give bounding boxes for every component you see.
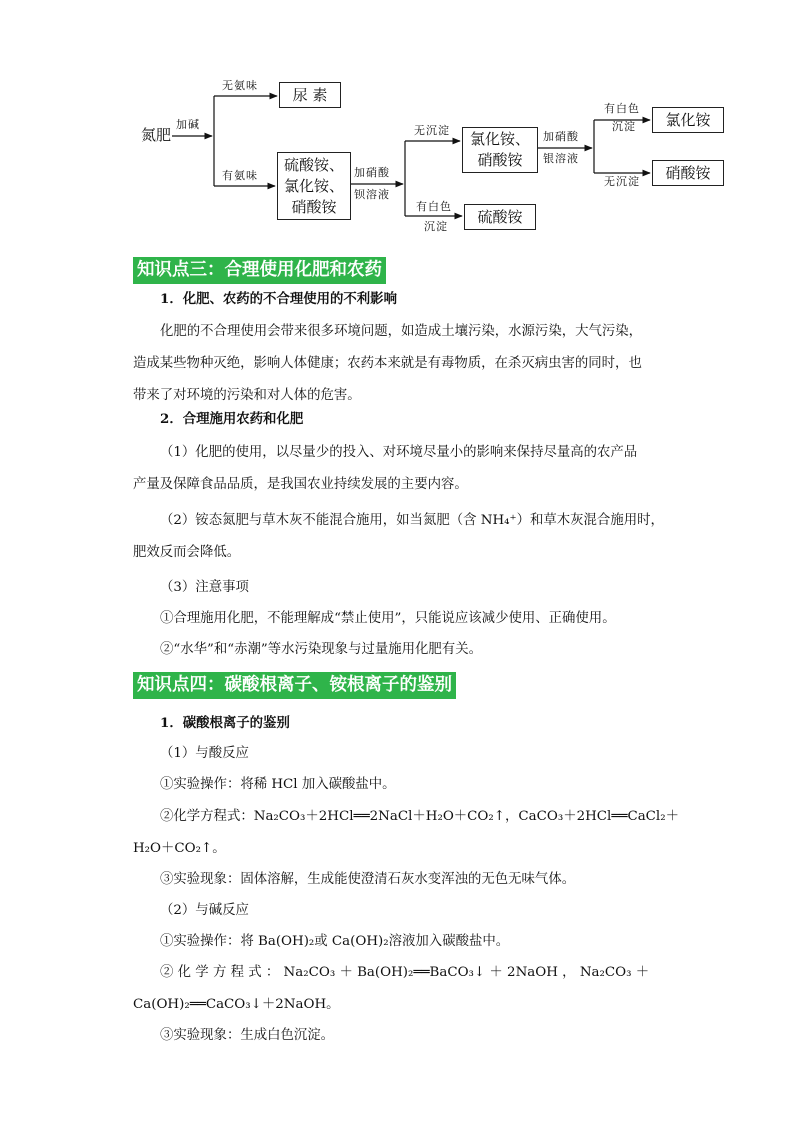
section-4-base-equation (133, 957, 663, 1021)
salts-line-1: 硫酸铵、 (283, 155, 344, 174)
section-3-notes-title: （3）注意事项 (160, 580, 249, 595)
section-3-subheading-1: 1．化肥、农药的不合理使用的不利影响 (160, 291, 397, 307)
root-nitrogen-fertilizer: 氮肥 (141, 126, 172, 144)
section-4-acid-phenomenon: ③实验现象：固体溶解，生成能使澄清石灰水变浑浊的无色无味气体。 (160, 872, 576, 887)
s3-p3-line-1: （2）铵态氮肥与草木灰不能混合施用，如当氮肥（含 NH₄⁺）和草木灰混合施用时， (160, 513, 664, 528)
white-precipitate-label-1b: 沉淀 (424, 220, 448, 233)
s4-eq2-line-1: ② 化 学 方 程 式 ： Na₂CO₃ ＋ Ba(OH)₂══BaCO₃↓ ＋ 2NaOH ， Na₂CO₃ ＋ (160, 965, 650, 980)
ammonium-sulfate-box: 硫酸铵 (464, 204, 536, 230)
section-4-base-phenomenon: ③实验现象：生成白色沉淀。 (160, 1028, 335, 1043)
s3-p1-line-1: 化肥的不合理使用会带来很多环境问题，如造成土壤污染，水源污染，大气污染， (160, 324, 643, 339)
section-3-heading: 知识点三：合理使用化肥和农药 (133, 257, 386, 284)
no-precipitate-label-2: 无沉淀 (604, 175, 640, 188)
add-barium-nitrate-label-2: 钡溶液 (354, 188, 390, 201)
section-4-base-reaction: （2）与碱反应 (160, 903, 249, 918)
nitrogen-fertilizer-flowchart (0, 0, 794, 245)
chloride-nitrate-box (462, 127, 538, 173)
section-4-acid-equation (133, 801, 679, 865)
s3-p1-line-3: 带来了对环境的污染和对人体的危害。 (133, 388, 361, 403)
white-precipitate-label-2a: 有白色 (604, 102, 640, 115)
add-barium-nitrate-label-1: 加硝酸 (354, 166, 390, 179)
section-4-base-operation: ①实验操作：将 Ba(OH)₂或 Ca(OH)₂溶液加入碳酸盐中。 (160, 934, 510, 949)
s4-eq2-line-2: Ca(OH)₂══CaCO₃↓＋2NaOH。 (133, 997, 340, 1012)
section-4-acid-operation: ①实验操作：将稀 HCl 加入碳酸盐中。 (160, 777, 396, 792)
s4-eq1-line-1: ②化学方程式：Na₂CO₃＋2HCl══2NaCl＋H₂O＋CO₂↑，CaCO₃＋2HCl══CaCl₂＋ (160, 809, 679, 824)
s3-p2-line-2: 产量及保障食品品质，是我国农业持续发展的主要内容。 (133, 477, 468, 492)
section-4-subheading-1: 1．碳酸根离子的鉴别 (160, 715, 290, 731)
salts-line-2: 氯化铵、 (283, 176, 344, 195)
add-base-label: 加碱 (176, 118, 200, 131)
add-silver-nitrate-label-2: 银溶液 (543, 152, 579, 165)
section-3-paragraph-3 (133, 505, 663, 569)
no-precipitate-label-1: 无沉淀 (414, 124, 450, 137)
section-3-paragraph-2 (133, 437, 663, 501)
mid-line-1: 氯化铵、 (469, 130, 530, 148)
no-ammonia-label: 无氨味 (222, 79, 258, 92)
s3-p3-line-2: 肥效反而会降低。 (133, 545, 241, 560)
section-3-subheading-2: 2．合理施用农药和化肥 (160, 411, 304, 427)
white-precipitate-label-1a: 有白色 (416, 200, 452, 213)
section-3-paragraph-1 (133, 316, 663, 412)
mid-line-2: 硝酸铵 (477, 151, 523, 169)
s4-eq1-line-2: H₂O＋CO₂↑。 (133, 841, 226, 856)
ammonium-chloride-box: 氯化铵 (652, 107, 724, 133)
urea-box: 尿 素 (279, 82, 341, 108)
section-4-acid-reaction: （1）与酸反应 (160, 746, 249, 761)
white-precipitate-label-2b: 沉淀 (612, 120, 636, 133)
section-3-note-2: ②“水华”和“赤潮”等水污染现象与过量施用化肥有关。 (160, 642, 482, 657)
salts-line-3: 硝酸铵 (291, 197, 337, 216)
section-3-note-1: ①合理施用化肥，不能理解成“禁止使用”，只能说应该减少使用、正确使用。 (160, 611, 616, 626)
add-silver-nitrate-label-1: 加硝酸 (543, 130, 579, 143)
has-ammonia-label: 有氨味 (222, 169, 258, 182)
s3-p2-line-1: （1）化肥的使用，以尽量少的投入、对环境尽量小的影响来保持尽量高的农产品 (160, 445, 638, 460)
salts-box (277, 152, 351, 220)
s3-p1-line-2: 造成某些物种灭绝，影响人体健康；农药本来就是有毒物质，在杀灭病虫害的同时，也 (133, 356, 642, 371)
ammonium-nitrate-box: 硝酸铵 (652, 160, 724, 186)
section-4-heading: 知识点四：碳酸根离子、铵根离子的鉴别 (133, 672, 456, 699)
